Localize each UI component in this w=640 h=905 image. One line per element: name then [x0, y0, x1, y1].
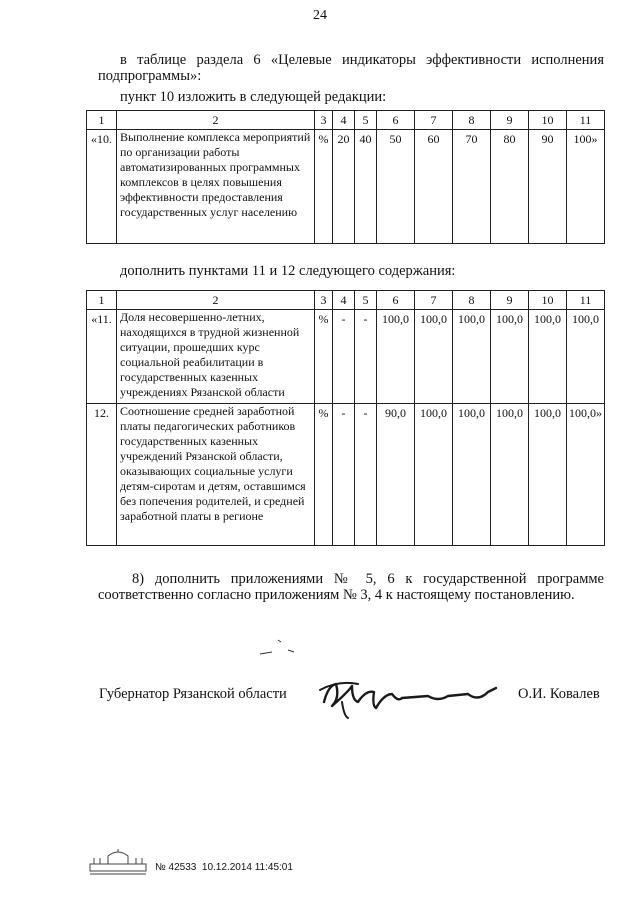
- registry-logo: [88, 848, 148, 876]
- unit-cell: %: [315, 130, 333, 244]
- table-header-row: [87, 291, 605, 310]
- value-cell: 70: [453, 130, 491, 244]
- row-description: Соотношение средней заработной платы педагогических работников государственных казенных учреждений Рязанской области, оказывающих социальные услуги детям-сиротам и детям, оставшимся без попечения родителей, и средней заработной платы в регионе: [117, 404, 315, 546]
- header-cell: 7: [415, 111, 453, 130]
- value-cell: 100»: [567, 130, 605, 244]
- header-cell: 6: [377, 111, 415, 130]
- value-cell: 90,0: [377, 404, 415, 546]
- value-cell: -: [355, 310, 377, 404]
- value-cell: 50: [377, 130, 415, 244]
- header-cell: 9: [491, 111, 529, 130]
- document-number: № 42533: [155, 862, 197, 873]
- row-description: Выполнение комплекса мероприятий по организации работы автоматизированных программных комплексов в целях повышения эффективности предоставления государственных услуг населению: [117, 130, 315, 244]
- header-cell: 8: [453, 291, 491, 310]
- value-cell: 100,0: [567, 310, 605, 404]
- row-number: «10.: [87, 130, 117, 244]
- value-cell: 100,0: [529, 310, 567, 404]
- header-cell: 8: [453, 111, 491, 130]
- header-cell: 1: [87, 291, 117, 310]
- intro-paragraph: в таблице раздела 6 «Целевые индикаторы эффективности исполнения подпрограммы»:: [98, 52, 604, 84]
- header-cell: 3: [315, 291, 333, 310]
- header-cell: 5: [355, 291, 377, 310]
- header-cell: 7: [415, 291, 453, 310]
- row-number: «11.: [87, 310, 117, 404]
- header-cell: 2: [117, 111, 315, 130]
- header-cell: 4: [333, 291, 355, 310]
- value-cell: 100,0: [415, 404, 453, 546]
- value-cell: 90: [529, 130, 567, 244]
- header-cell: 5: [355, 111, 377, 130]
- header-cell: 11: [567, 291, 605, 310]
- value-cell: 100,0: [491, 404, 529, 546]
- value-cell: 40: [355, 130, 377, 244]
- table-row: [87, 310, 605, 404]
- indicators-table-1: [86, 110, 605, 244]
- header-cell: 11: [567, 111, 605, 130]
- signatory-position: Губернатор Рязанской области: [99, 686, 287, 702]
- header-cell: 2: [117, 291, 315, 310]
- value-cell: 100,0: [453, 310, 491, 404]
- row-description: Доля несовершенно-летних, находящихся в трудной жизненной ситуации, прошедших курс социальной реабилитации в государственных казенных учреждениях Рязанской области: [117, 310, 315, 404]
- header-cell: 3: [315, 111, 333, 130]
- value-cell: 100,0»: [567, 404, 605, 546]
- value-cell: -: [333, 404, 355, 546]
- value-cell: -: [355, 404, 377, 546]
- registry-stamp: [155, 862, 293, 873]
- middle-paragraph: дополнить пунктами 11 и 12 следующего содержания:: [120, 263, 456, 279]
- value-cell: 100,0: [453, 404, 491, 546]
- value-cell: -: [333, 310, 355, 404]
- value-cell: 80: [491, 130, 529, 244]
- header-cell: 9: [491, 291, 529, 310]
- item-8-paragraph: 8) дополнить приложениями № 5, 6 к государственной программе соответственно согласно приложениям № 3, 4 к настоящему постановлению.: [98, 571, 604, 603]
- value-cell: 60: [415, 130, 453, 244]
- unit-cell: %: [315, 404, 333, 546]
- intro-subline: пункт 10 изложить в следующей редакции:: [120, 89, 387, 105]
- value-cell: 100,0: [529, 404, 567, 546]
- value-cell: 20: [333, 130, 355, 244]
- indicators-table-2: [86, 290, 605, 546]
- header-cell: 1: [87, 111, 117, 130]
- header-cell: 6: [377, 291, 415, 310]
- row-number: 12.: [87, 404, 117, 546]
- header-cell: 10: [529, 291, 567, 310]
- ink-marks: [250, 628, 310, 658]
- value-cell: 100,0: [491, 310, 529, 404]
- table-row: [87, 404, 605, 546]
- document-timestamp: 10.12.2014 11:45:01: [201, 862, 293, 873]
- header-cell: 10: [529, 111, 567, 130]
- table-row: [87, 130, 605, 244]
- header-cell: 4: [333, 111, 355, 130]
- value-cell: 100,0: [415, 310, 453, 404]
- value-cell: 100,0: [377, 310, 415, 404]
- handwritten-signature: [318, 672, 518, 722]
- unit-cell: %: [315, 310, 333, 404]
- signatory-name: О.И. Ковалев: [518, 686, 600, 702]
- page-number: 24: [313, 8, 327, 23]
- table-header-row: [87, 111, 605, 130]
